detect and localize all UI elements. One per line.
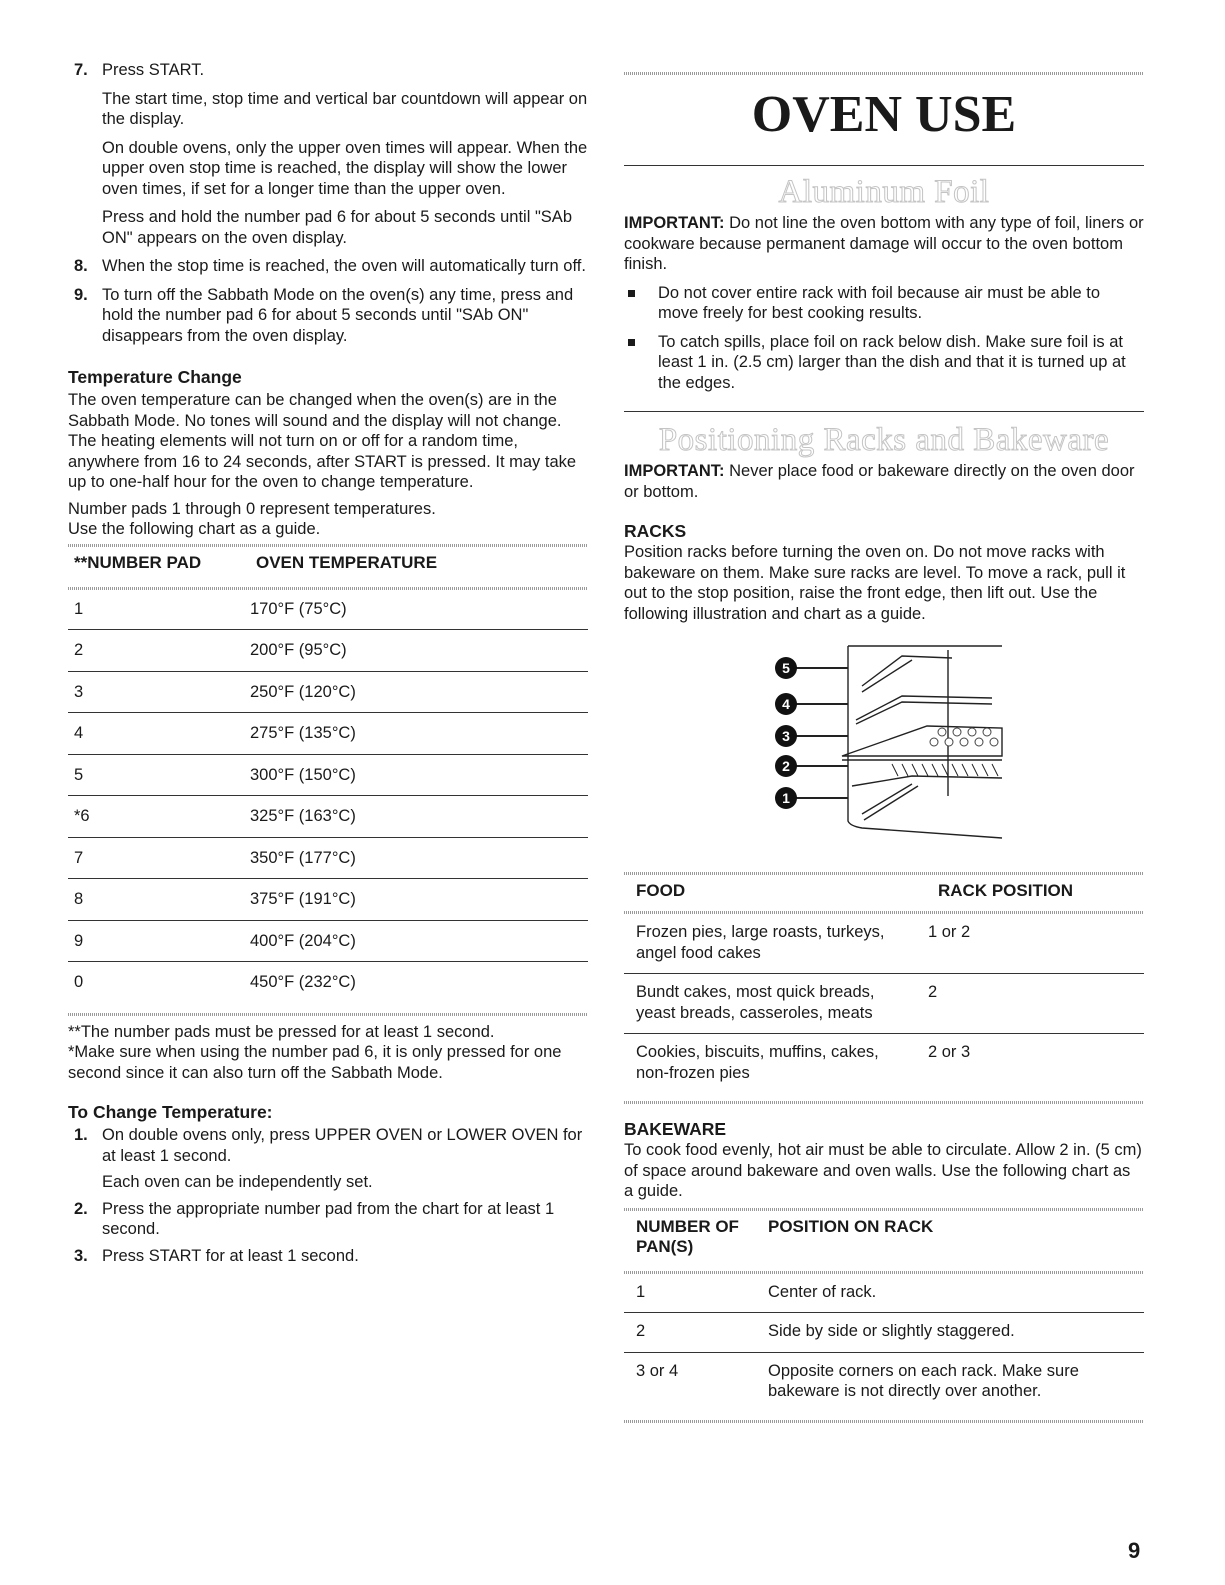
step-8 <box>68 256 588 277</box>
temperature-cell: 300°F (150°C) <box>250 765 356 784</box>
food-cell: Bundt cakes, most quick breads, yeast breads, casseroles, meats <box>636 983 875 1022</box>
oven-racks-illustration <box>752 636 1012 846</box>
food-rack-table <box>624 872 1144 1104</box>
positioning-important <box>624 461 1144 502</box>
bakeware-table <box>624 1208 1144 1423</box>
rack-number: 5 <box>782 660 790 676</box>
step-7 <box>68 60 588 248</box>
rack-number: 2 <box>782 758 790 774</box>
temperature-cell: 350°F (177°C) <box>250 848 356 867</box>
table-header <box>624 1211 1144 1271</box>
table-row <box>68 921 588 963</box>
table-header <box>624 875 1144 911</box>
table-bottom-border <box>68 1013 588 1016</box>
table-body <box>68 590 588 1003</box>
header-rack-position: RACK POSITION <box>938 881 1074 900</box>
temperature-cell: 250°F (120°C) <box>250 682 356 701</box>
number-pad-cell: *6 <box>74 807 90 825</box>
table-row <box>624 1034 1144 1093</box>
bullet-text: To catch spills, place foil on rack below dish. Make sure foil is at least 1 in. (2.5 cm) larger than the dish and that it is turned up at the edges. <box>658 332 1126 392</box>
rack-position-cell: 2 <box>928 983 938 1001</box>
table-body <box>624 1274 1144 1412</box>
step-text: Press START for at least 1 second. <box>102 1246 359 1265</box>
number-pad-cell: 4 <box>74 724 84 742</box>
rack-illustration <box>752 636 1012 846</box>
important-text: Never place food or bakeware directly on the oven door or bottom. <box>624 462 1135 501</box>
racks-text: Position racks before turning the oven on. Do not move racks with bakeware on them. Make sure racks are level. To move a rack, pull it out to the stop position, raise the front edge, then lift out. Use the following illustration and chart as a guide. <box>624 543 1126 623</box>
position-cell: Opposite corners on each rack. Make sure bakeware is not directly over another. <box>768 1361 1079 1400</box>
pan-count-cell: 2 <box>636 1322 646 1340</box>
header-oven-temperature: OVEN TEMPERATURE <box>256 552 438 572</box>
temperature-cell: 170°F (75°C) <box>250 599 347 618</box>
table-row <box>624 1313 1144 1353</box>
position-cell: Side by side or slightly staggered. <box>768 1322 1015 1340</box>
table-row <box>68 713 588 755</box>
important-label: IMPORTANT: <box>624 214 725 232</box>
temperature-change-text-2: Number pads 1 through 0 represent temperatures. <box>68 499 436 518</box>
step-number: 7. <box>74 61 88 79</box>
header-number-of-pans: NUMBER OF PAN(S) <box>636 1216 739 1256</box>
header-position-on-rack: POSITION ON RACK <box>768 1216 934 1236</box>
table-row <box>624 974 1144 1034</box>
number-pad-cell: 9 <box>74 931 84 950</box>
position-cell: Center of rack. <box>768 1282 877 1301</box>
table-bottom-border <box>624 1420 1144 1423</box>
food-cell: Cookies, biscuits, muffins, cakes, non-frozen pies <box>636 1043 879 1082</box>
pan-count-cell: 1 <box>636 1282 646 1301</box>
positioning-heading: Positioning Racks and Bakeware <box>658 422 1110 458</box>
bullet-text: Do not cover entire rack with foil because air must be able to move freely for best cooking results. <box>658 283 1101 322</box>
change-step-1 <box>68 1125 588 1193</box>
step-text: Press the appropriate number pad from the chart for at least 1 second. <box>102 1199 555 1238</box>
footnote-2: *Make sure when using the number pad 6, it is only pressed for one second since it can also turn off the Sabbath Mode. <box>68 1043 562 1082</box>
number-pad-cell: 0 <box>74 973 84 991</box>
table-bottom-border <box>624 1101 1144 1104</box>
table-row <box>68 879 588 921</box>
rack-position-cell: 2 or 3 <box>928 1043 971 1061</box>
step-paragraph: Press and hold the number pad 6 for about 5 seconds until "SAb ON" appears on the oven display. <box>102 208 572 247</box>
temperature-cell: 325°F (163°C) <box>250 807 356 825</box>
number-pad-table <box>68 544 588 1016</box>
number-pad-cell: 1 <box>74 599 84 618</box>
table-row <box>68 962 588 1003</box>
temperature-cell: 450°F (232°C) <box>250 973 356 991</box>
step-text: Press START. <box>102 61 205 79</box>
food-cell: Frozen pies, large roasts, turkeys, angel food cakes <box>636 923 885 962</box>
step-paragraph: The start time, stop time and vertical bar countdown will appear on the display. <box>102 89 588 128</box>
bullet-square-icon <box>628 290 635 297</box>
step-9 <box>68 285 588 347</box>
bakeware-heading: BAKEWARE <box>624 1119 727 1139</box>
step-text: To turn off the Sabbath Mode on the oven(s) any time, press and hold the number pad 6 for about 5 seconds until "SAb ON" disappears from the oven display. <box>102 285 574 345</box>
step-paragraph: On double ovens, only the upper oven times will appear. When the upper oven stop time is reached, the display will show the lower oven times, if set for a longer time than the upper oven. <box>102 138 588 198</box>
step-number: 3. <box>74 1246 88 1265</box>
table-row <box>68 630 588 672</box>
table-row <box>68 590 588 631</box>
temperature-cell: 200°F (95°C) <box>250 641 347 659</box>
foil-important <box>624 213 1144 275</box>
important-label: IMPORTANT: <box>624 462 725 480</box>
rack-position-cell: 1 or 2 <box>928 923 971 941</box>
header-food: FOOD <box>636 881 686 900</box>
table-row <box>624 1274 1144 1314</box>
step-text: When the stop time is reached, the oven will automatically turn off. <box>102 257 586 275</box>
section-rule <box>624 411 1144 412</box>
change-step-2 <box>68 1199 588 1240</box>
footnote-1: **The number pads must be pressed for at least 1 second. <box>68 1022 495 1041</box>
number-pad-cell: 7 <box>74 848 84 867</box>
aluminum-foil-heading: Aluminum Foil <box>778 174 990 210</box>
table-header <box>68 547 588 587</box>
change-step-3 <box>68 1246 588 1267</box>
page-number: 9 <box>1128 1538 1141 1563</box>
temperature-cell: 375°F (191°C) <box>250 890 356 908</box>
number-pad-cell: 5 <box>74 765 84 784</box>
bakeware-text: To cook food evenly, hot air must be able to circulate. Allow 2 in. (5 cm) of space around bakeware and oven walls. Use the following chart as a guide. <box>624 1141 1142 1200</box>
table-row <box>624 914 1144 974</box>
number-pad-cell: 8 <box>74 890 84 908</box>
header-number-pad: **NUMBER PAD <box>74 552 202 572</box>
important-text: Do not line the oven bottom with any type of foil, liners or cookware because permanent damage will occur to the oven bottom finish. <box>624 214 1144 273</box>
title-top-border <box>624 72 1144 75</box>
step-text: On double ovens only, press UPPER OVEN or LOWER OVEN for at least 1 second. <box>102 1126 583 1165</box>
temperature-change-text: The oven temperature can be changed when the oven(s) are in the Sabbath Mode. No tones will sound and the display will not change. The heating elements will not turn on or off for a random time, anywhere from 16 to 24 seconds, after START is pressed. It may take up to one-half hour for the oven to change temperature. <box>68 391 577 491</box>
temperature-cell: 400°F (204°C) <box>250 931 356 950</box>
rack-grid <box>892 764 998 776</box>
to-change-temperature-heading: To Change Temperature: <box>68 1102 273 1122</box>
step-number: 2. <box>74 1199 88 1218</box>
temperature-change-text-3: Use the following chart as a guide. <box>68 520 321 538</box>
temperature-cell: 275°F (135°C) <box>250 724 356 742</box>
number-pad-cell: 2 <box>74 641 84 659</box>
table-row <box>68 755 588 797</box>
table-body <box>624 914 1144 1093</box>
racks-heading: RACKS <box>624 521 687 541</box>
foil-bullet-2 <box>624 332 1144 394</box>
temperature-change-heading: Temperature Change <box>68 367 242 387</box>
table-row <box>68 672 588 714</box>
table-row <box>68 838 588 880</box>
rack-number: 1 <box>782 790 790 806</box>
pan-count-cell: 3 or 4 <box>636 1361 679 1380</box>
title-rule <box>624 165 1144 166</box>
page-title: OVEN USE <box>751 86 1017 143</box>
right-column <box>624 72 1144 1423</box>
step-paragraph: Each oven can be independently set. <box>102 1173 373 1191</box>
table-row <box>624 1353 1144 1412</box>
number-pad-cell: 3 <box>74 682 84 701</box>
step-number: 9. <box>74 285 88 304</box>
step-number: 8. <box>74 257 88 275</box>
bullet-square-icon <box>628 339 635 346</box>
left-column <box>68 60 588 1271</box>
table-row <box>68 796 588 838</box>
foil-bullet-1 <box>624 283 1144 324</box>
rack-number: 3 <box>782 728 790 744</box>
step-number: 1. <box>74 1126 88 1144</box>
rack-number: 4 <box>782 696 790 712</box>
